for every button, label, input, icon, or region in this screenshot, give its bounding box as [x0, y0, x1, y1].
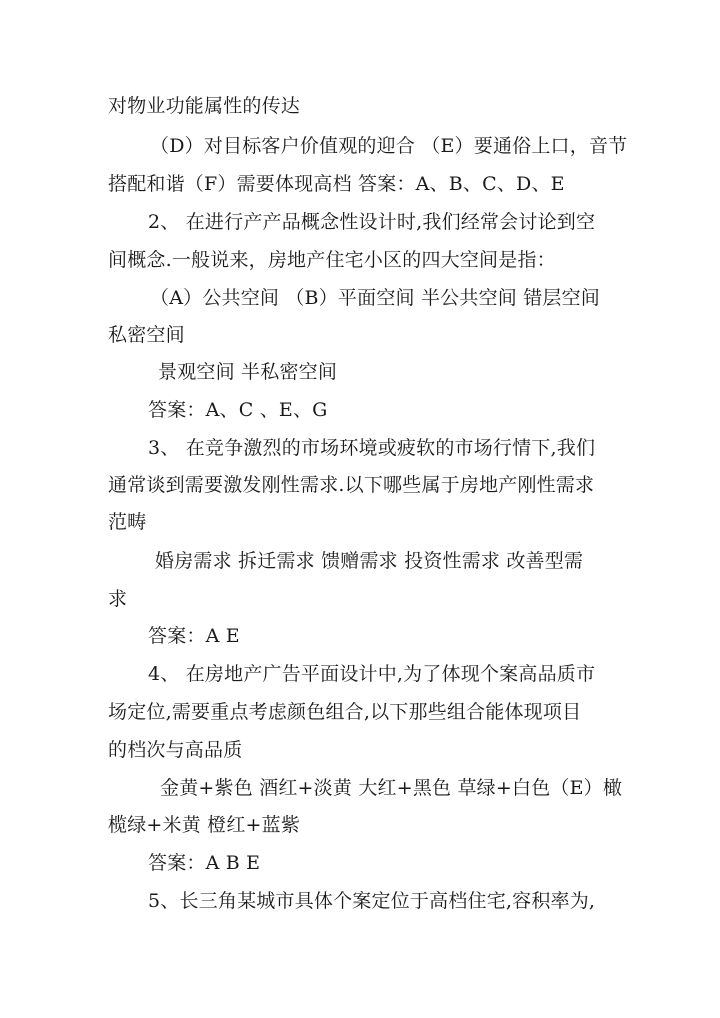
text-line: 对物业功能属性的传达 — [108, 95, 301, 117]
text-line: 婚房需求 拆迁需求 馈赠需求 投资性需求 改善型需 — [155, 550, 584, 572]
text-line: 2、 在进行产产品概念性设计时,我们经常会讨论到空 — [148, 211, 596, 233]
text-line: 答案：A E — [148, 625, 240, 647]
text-line: （A）公共空间 （B）平面空间 半公共空间 错层空间 — [150, 287, 601, 309]
text-line: 的档次与高品质 — [108, 739, 243, 761]
text-line: 间概念.一般说来，房地产住宅小区的四大空间是指： — [108, 249, 556, 271]
text-line: 榄绿+米黄 橙红+蓝紫 — [108, 814, 301, 836]
text-line: 3、 在竞争激烈的市场环境或疲软的市场行情下,我们 — [148, 437, 596, 459]
text-line: 通常谈到需要激发刚性需求.以下哪些属于房地产刚性需求 — [108, 474, 595, 496]
text-line: 范畴 — [108, 511, 147, 533]
text-line: 搭配和谐（F）需要体现高档 答案：A、B、C、D、E — [108, 173, 565, 195]
text-line: 私密空间 — [108, 324, 185, 346]
text-line: （D）对目标客户价值观的迎合 （E）要通俗上口，音节 — [150, 135, 628, 157]
text-line: 答案：A B E — [148, 852, 261, 874]
text-line: 求 — [108, 588, 128, 610]
text-line: 景观空间 半私密空间 — [158, 361, 338, 383]
text-line: 场定位,需要重点考虑颜色组合,以下那些组合能体现项目 — [108, 701, 582, 723]
text-line: 答案：A、C 、E、G — [148, 399, 328, 421]
text-line: 5、长三角某城市具体个案定位于高档住宅,容积率为, — [148, 890, 596, 912]
text-line: 金黄+紫色 酒红+淡黄 大红+黑色 草绿+白色（E）橄 — [160, 777, 623, 799]
text-line: 4、 在房地产广告平面设计中,为了体现个案高品质市 — [148, 663, 596, 685]
